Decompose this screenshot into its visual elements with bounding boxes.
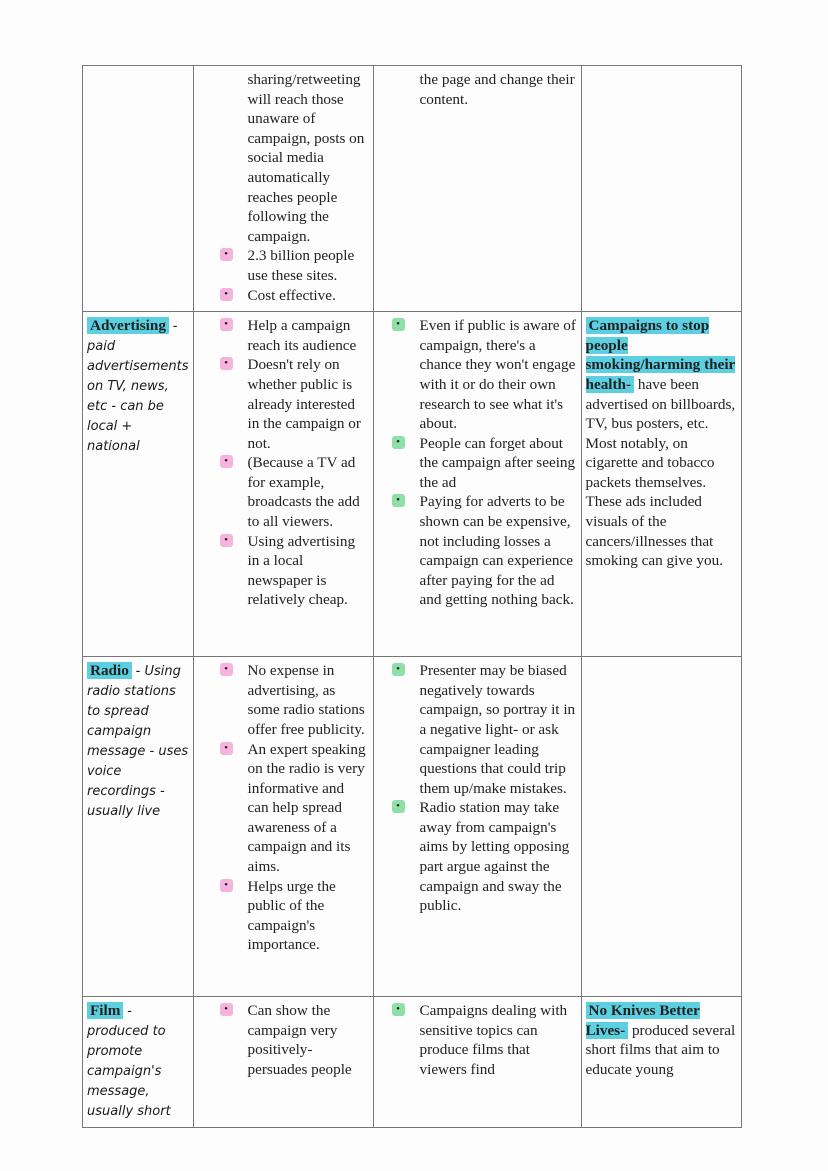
advantage-item: sharing/retweeting will reach those unaware of campaign, posts on social media automatically reaches people following the campaign. — [247, 71, 365, 245]
disadvantage-item: • Radio station may take away from campaign's aims by letting opposing part argue against the campaign and sway the public. — [420, 798, 577, 916]
example-title: No Knives Better Lives- — [585, 1002, 700, 1039]
table-row — [83, 312, 742, 657]
example-cell — [581, 66, 741, 312]
disadvantage-item: • Even if public is aware of campaign, there's a chance they won't engage with it or do their own research to see what it's about. — [420, 316, 577, 434]
advantages-cell — [193, 657, 373, 997]
disadvantage-item: • Campaigns dealing with sensitive topics can produce films that viewers find — [420, 1001, 577, 1079]
example-title: Campaigns to stop people smoking/harming their health- — [585, 317, 736, 393]
disadvantages-cell — [373, 997, 581, 1128]
advantages-cell — [193, 66, 373, 312]
advantage-item: • Help a campaign reach its audience — [248, 316, 369, 355]
method-name: Advertising — [87, 317, 169, 334]
disadvantage-item: the page and change their content. — [419, 71, 575, 108]
disadvantages-cell — [373, 66, 581, 312]
advantage-item: • Helps urge the public of the campaign's importance. — [248, 877, 369, 955]
disadvantage-item: • People can forget about the campaign after seeing the ad — [420, 434, 577, 493]
advantage-item: • Doesn't rely on whether public is already interested in the campaign or not. — [248, 355, 369, 453]
example-cell — [581, 312, 741, 657]
table-row — [83, 997, 742, 1128]
disadvantages-cell — [373, 657, 581, 997]
advantage-item: • An expert speaking on the radio is very informative and can help spread awareness of a campaign and its aims. — [248, 740, 369, 877]
advantage-item: • Can show the campaign very positively- persuades people — [248, 1001, 369, 1079]
advantage-item: • Using advertising in a local newspaper is relatively cheap. — [248, 532, 369, 610]
method-name: Radio — [87, 662, 132, 679]
method-description: - paid advertisements on TV, news, etc - can be local + national — [87, 319, 189, 455]
method-name: Film — [87, 1002, 123, 1019]
example-cell — [581, 997, 741, 1128]
advantages-cell — [193, 312, 373, 657]
example-cell — [581, 657, 741, 997]
method-description: - Using radio stations to spread campaign message - uses voice recordings - usually live — [87, 664, 189, 820]
disadvantages-cell — [373, 312, 581, 657]
advantages-cell — [193, 997, 373, 1128]
example-text: produced several short films that aim to educate young — [585, 1021, 736, 1078]
table-row — [83, 66, 742, 312]
disadvantage-item: • Paying for adverts to be shown can be expensive, not including losses a campaign can experience after paying for the ad and getting nothing back. — [420, 492, 577, 610]
advantage-item: • 2.3 billion people use these sites. — [248, 246, 369, 285]
table-row — [83, 657, 742, 997]
method-cell — [83, 66, 194, 312]
method-description: - produced to promote campaign's message, usually short — [87, 1004, 171, 1120]
method-cell — [83, 657, 194, 997]
advantage-item: • Cost effective. — [248, 286, 369, 306]
advantage-item: • (Because a TV ad for example, broadcasts the add to all viewers. — [248, 453, 369, 531]
method-cell — [83, 312, 194, 657]
advantage-item: • No expense in advertising, as some radio stations offer free publicity. — [248, 661, 369, 739]
example-text: have been advertised on billboards, TV, bus posters, etc. Most notably, on cigarette and tobacco packets themselves. These ads included visuals of the cancers/illnesses that smoking can give you. — [585, 375, 736, 570]
method-cell — [83, 997, 194, 1128]
campaign-methods-table — [82, 65, 742, 1128]
disadvantage-item: • Presenter may be biased negatively towards campaign, so portray it in a negative light- or ask campaigner leading questions that could trip them up/make mistakes. — [420, 661, 577, 798]
